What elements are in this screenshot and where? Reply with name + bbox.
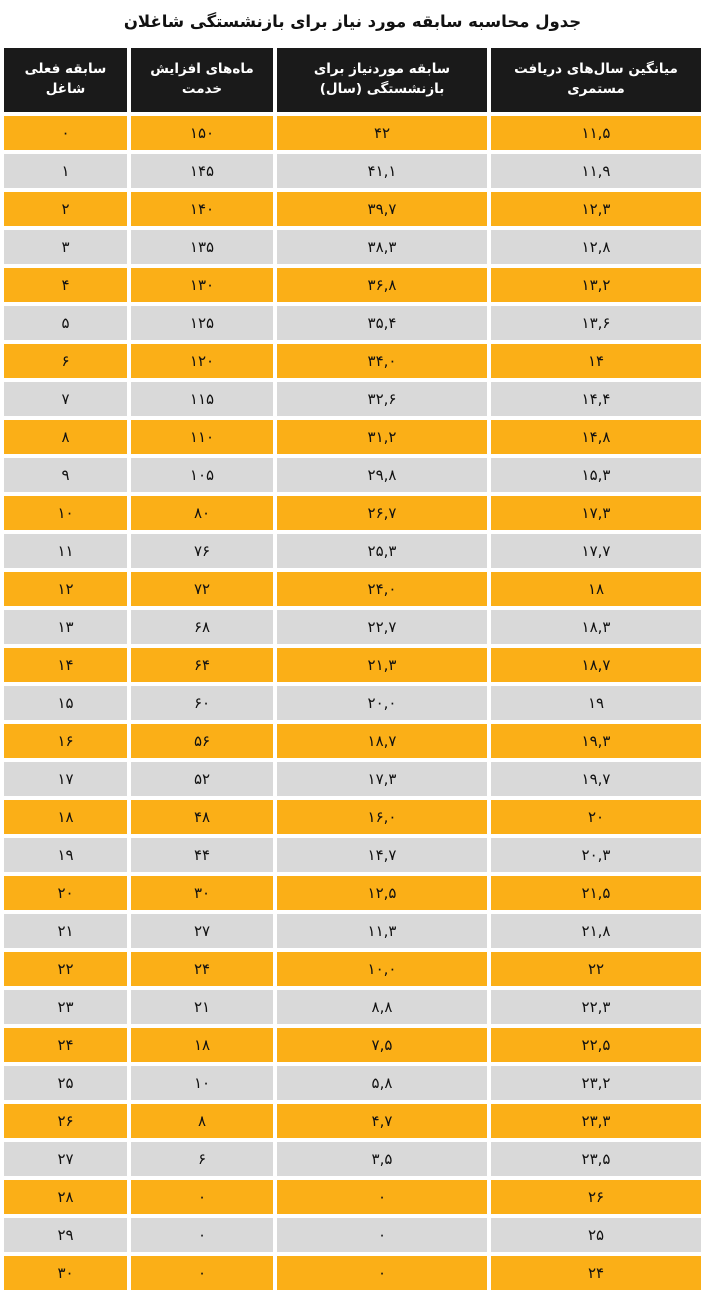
cell-added-service-months [131,1066,273,1100]
cell-required-service-years [277,496,487,530]
cell-added-service-months [131,686,273,720]
table-row [4,648,701,682]
cell-value: ۱۱,۹ [581,162,611,180]
cell-value: ۲۰,۰ [367,694,397,712]
cell-value: ۲۲ [587,960,605,978]
cell-average-pension-years [491,116,701,150]
cell-average-pension-years [491,382,701,416]
cell-value: ۱۲۰ [189,352,215,370]
cell-required-service-years [277,420,487,454]
table-row [4,1180,701,1214]
cell-value: ۱۹ [587,694,605,712]
cell-added-service-months [131,154,273,188]
cell-value: ۱۸ [193,1036,211,1054]
cell-average-pension-years [491,686,701,720]
cell-value: ۱۳۵ [189,238,215,256]
table-row [4,458,701,492]
cell-value: ۱۳,۶ [581,314,611,332]
cell-value: ۱۱,۳ [367,922,397,940]
cell-current-service [4,572,127,606]
cell-value: ۳۲,۶ [367,390,397,408]
cell-current-service [4,838,127,872]
cell-value: ۲۱ [57,922,74,940]
cell-value: ۴۲ [373,124,391,142]
cell-added-service-months [131,990,273,1024]
cell-value: ۴۴ [193,846,211,864]
cell-added-service-months [131,1180,273,1214]
cell-average-pension-years [491,496,701,530]
cell-added-service-months [131,762,273,796]
cell-current-service [4,1218,127,1252]
cell-average-pension-years [491,230,701,264]
cell-added-service-months [131,1256,273,1290]
cell-value: ۱۴,۸ [581,428,611,446]
cell-value: ۸,۸ [371,998,393,1016]
retirement-table [0,44,705,1294]
cell-average-pension-years [491,572,701,606]
header-row [4,48,701,112]
cell-value: ۰ [197,1226,207,1244]
table-row [4,116,701,150]
cell-value: ۱۶,۰ [367,808,397,826]
table-row [4,762,701,796]
cell-average-pension-years [491,1142,701,1176]
cell-current-service [4,762,127,796]
cell-current-service [4,496,127,530]
cell-current-service [4,1180,127,1214]
cell-added-service-months [131,192,273,226]
cell-current-service [4,306,127,340]
table-row [4,268,701,302]
cell-added-service-months [131,420,273,454]
cell-value: ۲۵ [57,1074,74,1092]
table-row [4,914,701,948]
cell-added-service-months [131,610,273,644]
cell-current-service [4,648,127,682]
cell-average-pension-years [491,1218,701,1252]
cell-average-pension-years [491,534,701,568]
table-row [4,686,701,720]
cell-value: ۴۱,۱ [367,162,397,180]
table-row [4,306,701,340]
cell-required-service-years [277,230,487,264]
cell-required-service-years [277,1028,487,1062]
cell-current-service [4,990,127,1024]
cell-average-pension-years [491,724,701,758]
cell-value: ۰ [377,1188,387,1206]
cell-value: ۸ [197,1112,207,1130]
cell-added-service-months [131,1104,273,1138]
cell-value: ۵,۸ [371,1074,393,1092]
cell-current-service [4,420,127,454]
column-header-average-pension-years: میانگین سال‌های دریافت مستمری [491,48,701,112]
column-header-added-service-months: ماه‌های افزایش خدمت [131,48,273,112]
cell-current-service [4,724,127,758]
cell-current-service [4,800,127,834]
cell-average-pension-years [491,344,701,378]
cell-value: ۰ [61,124,70,142]
column-header-required-service-years: سابقه موردنیاز برای بازنشستگی (سال) [277,48,487,112]
cell-value: ۵۲ [193,770,211,788]
cell-value: ۱۴ [57,656,74,674]
cell-average-pension-years [491,990,701,1024]
cell-added-service-months [131,306,273,340]
table-row [4,838,701,872]
cell-current-service [4,268,127,302]
cell-value: ۶۸ [193,618,211,636]
cell-current-service [4,1142,127,1176]
cell-value: ۳,۵ [371,1150,393,1168]
cell-average-pension-years [491,762,701,796]
cell-current-service [4,1028,127,1062]
table-row [4,724,701,758]
cell-value: ۱۱,۵ [581,124,611,142]
cell-value: ۲۵ [587,1226,605,1244]
cell-required-service-years [277,952,487,986]
cell-current-service [4,1104,127,1138]
table-row [4,420,701,454]
cell-current-service [4,458,127,492]
cell-value: ۱۴۵ [189,162,215,180]
cell-added-service-months [131,268,273,302]
cell-value: ۶ [61,352,70,370]
cell-value: ۱۸,۳ [581,618,611,636]
cell-added-service-months [131,914,273,948]
cell-value: ۲۵,۳ [367,542,397,560]
cell-required-service-years [277,344,487,378]
cell-required-service-years [277,1142,487,1176]
table-row [4,876,701,910]
cell-required-service-years [277,116,487,150]
cell-value: ۱۱۵ [189,390,215,408]
cell-added-service-months [131,648,273,682]
cell-value: ۱۱ [57,542,74,560]
table-row [4,572,701,606]
cell-value: ۲۰ [57,884,74,902]
cell-value: ۵۶ [193,732,211,750]
cell-added-service-months [131,800,273,834]
cell-value: ۱۰ [57,504,74,522]
table-row [4,496,701,530]
cell-required-service-years [277,800,487,834]
cell-required-service-years [277,610,487,644]
cell-value: ۲۶ [587,1188,605,1206]
cell-value: ۷۲ [193,580,211,598]
table-row [4,230,701,264]
cell-value: ۱۲ [57,580,74,598]
table-row [4,192,701,226]
cell-average-pension-years [491,306,701,340]
cell-value: ۲۲,۷ [367,618,397,636]
cell-added-service-months [131,876,273,910]
cell-added-service-months [131,534,273,568]
cell-value: ۲۶ [57,1112,74,1130]
cell-added-service-months [131,230,273,264]
cell-average-pension-years [491,154,701,188]
cell-value: ۱۳ [57,618,74,636]
cell-added-service-months [131,496,273,530]
cell-required-service-years [277,914,487,948]
cell-value: ۱۸,۷ [367,732,397,750]
cell-added-service-months [131,116,273,150]
cell-required-service-years [277,572,487,606]
cell-average-pension-years [491,1066,701,1100]
cell-value: ۳۶,۸ [367,276,397,294]
cell-value: ۲۳,۳ [581,1112,611,1130]
cell-required-service-years [277,648,487,682]
cell-value: ۱۰,۰ [367,960,397,978]
cell-required-service-years [277,1104,487,1138]
cell-average-pension-years [491,1028,701,1062]
cell-value: ۱۵۰ [189,124,215,142]
cell-value: ۲۸ [57,1188,74,1206]
table-row [4,154,701,188]
cell-current-service [4,686,127,720]
cell-value: ۱۵ [57,694,74,712]
cell-average-pension-years [491,420,701,454]
cell-current-service [4,382,127,416]
cell-average-pension-years [491,952,701,986]
cell-current-service [4,344,127,378]
cell-required-service-years [277,1180,487,1214]
cell-value: ۴ [61,276,70,294]
cell-required-service-years [277,154,487,188]
cell-average-pension-years [491,838,701,872]
cell-average-pension-years [491,1180,701,1214]
table-row [4,344,701,378]
cell-value: ۳ [61,238,70,256]
page-title-bar [0,0,705,44]
cell-value: ۱۰ [193,1074,211,1092]
cell-value: ۱۷,۳ [581,504,611,522]
cell-value: ۷ [61,390,70,408]
table-row [4,952,701,986]
cell-value: ۱۵,۳ [581,466,611,484]
cell-value: ۶۰ [193,694,211,712]
cell-value: ۱۲,۵ [367,884,397,902]
cell-value: ۱۴ [587,352,605,370]
cell-value: ۳۰ [193,884,211,902]
cell-added-service-months [131,382,273,416]
cell-value: ۳۰ [57,1264,74,1282]
cell-value: ۱۸ [57,808,74,826]
cell-required-service-years [277,876,487,910]
cell-added-service-months [131,458,273,492]
cell-current-service [4,952,127,986]
cell-value: ۹ [61,466,70,484]
cell-added-service-months [131,1142,273,1176]
cell-current-service [4,876,127,910]
table-row [4,534,701,568]
table-header [4,48,701,112]
cell-required-service-years [277,458,487,492]
cell-current-service [4,1256,127,1290]
cell-added-service-months [131,952,273,986]
cell-value: ۱۴,۷ [367,846,397,864]
cell-required-service-years [277,1066,487,1100]
cell-value: ۷,۵ [371,1036,393,1054]
cell-average-pension-years [491,610,701,644]
table-row [4,1256,701,1290]
table-row [4,800,701,834]
cell-current-service [4,154,127,188]
cell-current-service [4,534,127,568]
cell-required-service-years [277,1256,487,1290]
cell-value: ۶۴ [193,656,211,674]
table-row [4,1218,701,1252]
cell-value: ۲۱,۵ [581,884,611,902]
cell-average-pension-years [491,914,701,948]
cell-value: ۰ [377,1226,387,1244]
cell-value: ۷۶ [193,542,211,560]
cell-added-service-months [131,838,273,872]
cell-value: ۲۲ [57,960,74,978]
cell-value: ۳۹,۷ [367,200,397,218]
cell-value: ۱۷,۷ [581,542,611,560]
cell-value: ۲۱,۸ [581,922,611,940]
cell-required-service-years [277,534,487,568]
cell-required-service-years [277,838,487,872]
cell-average-pension-years [491,1104,701,1138]
cell-value: ۲۷ [57,1150,74,1168]
cell-required-service-years [277,724,487,758]
cell-value: ۱۶ [57,732,74,750]
cell-value: ۱۲۵ [189,314,215,332]
cell-required-service-years [277,382,487,416]
cell-value: ۱۴,۴ [581,390,611,408]
cell-value: ۱۳۰ [189,276,215,294]
cell-added-service-months [131,1218,273,1252]
cell-value: ۳۴,۰ [367,352,397,370]
cell-value: ۲۰,۳ [581,846,611,864]
cell-current-service [4,192,127,226]
cell-required-service-years [277,686,487,720]
cell-average-pension-years [491,800,701,834]
table-body [4,116,701,1290]
cell-value: ۱۸,۷ [581,656,611,674]
cell-value: ۸۰ [193,504,211,522]
cell-value: ۱ [61,162,70,180]
cell-value: ۲۱,۳ [367,656,397,674]
cell-value: ۲ [61,200,70,218]
cell-value: ۵ [61,314,70,332]
cell-required-service-years [277,990,487,1024]
cell-value: ۴۸ [193,808,211,826]
page-title: جدول محاسبه سابقه مورد نیاز برای بازنشستگی شاغلان [123,12,582,32]
cell-value: ۲۳ [57,998,74,1016]
cell-average-pension-years [491,192,701,226]
cell-value: ۱۲,۸ [581,238,611,256]
cell-value: ۲۷ [193,922,211,940]
cell-required-service-years [277,268,487,302]
cell-required-service-years [277,1218,487,1252]
table-row [4,1028,701,1062]
cell-value: ۲۰ [587,808,605,826]
table-row [4,1142,701,1176]
cell-value: ۳۵,۴ [367,314,397,332]
table-row [4,1066,701,1100]
cell-value: ۲۱ [193,998,211,1016]
cell-value: ۱۴۰ [189,200,215,218]
cell-value: ۱۱۰ [189,428,215,446]
cell-required-service-years [277,762,487,796]
cell-value: ۴,۷ [371,1112,393,1130]
cell-current-service [4,610,127,644]
cell-value: ۱۰۵ [189,466,215,484]
table-row [4,382,701,416]
cell-value: ۱۳,۲ [581,276,611,294]
cell-value: ۲۴,۰ [367,580,397,598]
cell-value: ۰ [197,1264,207,1282]
cell-value: ۱۲,۳ [581,200,611,218]
cell-value: ۱۹,۳ [581,732,611,750]
cell-value: ۶ [197,1150,207,1168]
cell-value: ۲۳,۲ [581,1074,611,1092]
cell-value: ۲۶,۷ [367,504,397,522]
cell-value: ۱۹ [57,846,74,864]
cell-value: ۲۲,۳ [581,998,611,1016]
cell-added-service-months [131,724,273,758]
cell-average-pension-years [491,268,701,302]
cell-required-service-years [277,192,487,226]
cell-average-pension-years [491,648,701,682]
cell-current-service [4,1066,127,1100]
cell-value: ۲۴ [57,1036,74,1054]
cell-required-service-years [277,306,487,340]
cell-added-service-months [131,572,273,606]
cell-value: ۳۱,۲ [367,428,397,446]
cell-value: ۰ [377,1264,387,1282]
column-header-current-service: سابقه فعلی شاغل [4,48,127,112]
cell-value: ۲۴ [193,960,211,978]
cell-value: ۱۹,۷ [581,770,611,788]
cell-value: ۲۴ [587,1264,605,1282]
cell-value: ۲۲,۵ [581,1036,611,1054]
table-row [4,1104,701,1138]
cell-value: ۱۷ [57,770,74,788]
cell-average-pension-years [491,458,701,492]
cell-current-service [4,230,127,264]
cell-added-service-months [131,1028,273,1062]
cell-current-service [4,914,127,948]
cell-value: ۱۷,۳ [367,770,397,788]
cell-average-pension-years [491,1256,701,1290]
cell-value: ۰ [197,1188,207,1206]
cell-value: ۲۹,۸ [367,466,397,484]
table-row [4,610,701,644]
cell-value: ۱۸ [587,580,605,598]
cell-value: ۲۹ [57,1226,74,1244]
table-row [4,990,701,1024]
cell-value: ۸ [61,428,70,446]
cell-value: ۲۳,۵ [581,1150,611,1168]
cell-current-service [4,116,127,150]
cell-value: ۳۸,۳ [367,238,397,256]
cell-added-service-months [131,344,273,378]
cell-average-pension-years [491,876,701,910]
